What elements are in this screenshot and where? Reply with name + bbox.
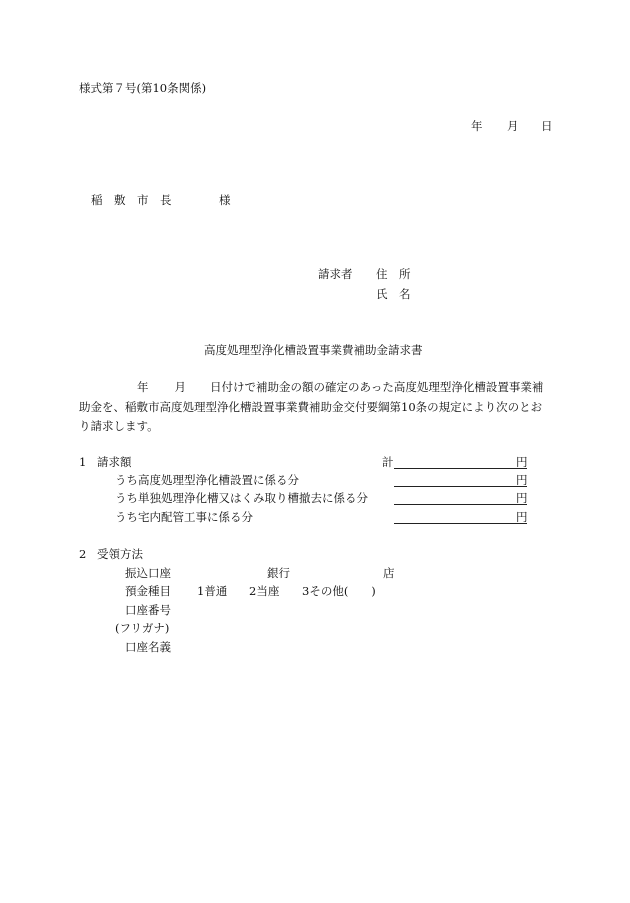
body-month: 月 [174,380,186,394]
section2-title: 受領方法 [97,547,143,561]
claimant-label: 請求者 [318,267,353,281]
addressee-title: 稲 敷 市 長 [91,193,172,207]
item-plumbing: うち宅内配管工事に係る分 [115,510,253,524]
item-removal: うち単独処理浄化槽又はくみ取り槽撤去に係る分 [115,491,368,505]
item-removal-yen: 円 [516,491,528,505]
item-high-treatment-yen: 円 [516,473,528,487]
section1-total-label: 計 [382,455,394,469]
account-number-label: 口座番号 [125,603,171,617]
furigana-label: (フリガナ) [115,621,170,635]
date-day: 日 [541,119,553,133]
section2-number: 2 [79,547,87,561]
branch-label: 店 [383,566,395,580]
deposit-option-ordinary: 1普通 [197,584,228,598]
item-high-treatment-line [394,472,527,487]
body-text: 日付けで補助金の額の確定のあった高度処理型浄化槽設置事業補助金を、稲敷市高度処理型浄化槽設置事業費補助金交付要綱第10条の規定により次のとおり請求します。 [79,380,544,433]
transfer-account-label: 振込口座 [125,566,171,580]
item-plumbing-yen: 円 [516,510,528,524]
document-title: 高度処理型浄化槽設置事業費補助金請求書 [204,343,423,357]
deposit-type-label: 預金種目 [125,584,171,598]
addressee-honorific: 様 [219,193,231,207]
section1-number: 1 [79,455,87,469]
claimant-address-label: 住 所 [376,267,411,281]
item-plumbing-line [394,509,527,524]
total-amount-line [394,454,527,469]
item-high-treatment: うち高度処理型浄化槽設置に係る分 [115,473,299,487]
total-yen: 円 [516,455,528,469]
claimant-name-label: 氏 名 [376,287,411,301]
form-number-label: 様式第７号(第10条関係) [79,81,207,95]
account-name-label: 口座名義 [125,640,171,654]
date-year: 年 [471,119,483,133]
body-paragraph [79,378,551,437]
deposit-option-checking: 2当座 [249,584,280,598]
bank-label: 銀行 [267,566,290,580]
deposit-option-other: 3その他( ) [302,584,376,598]
section1-title: 請求額 [97,455,132,469]
date-month: 月 [507,119,519,133]
item-removal-line [394,490,527,505]
body-year: 年 [137,380,149,394]
